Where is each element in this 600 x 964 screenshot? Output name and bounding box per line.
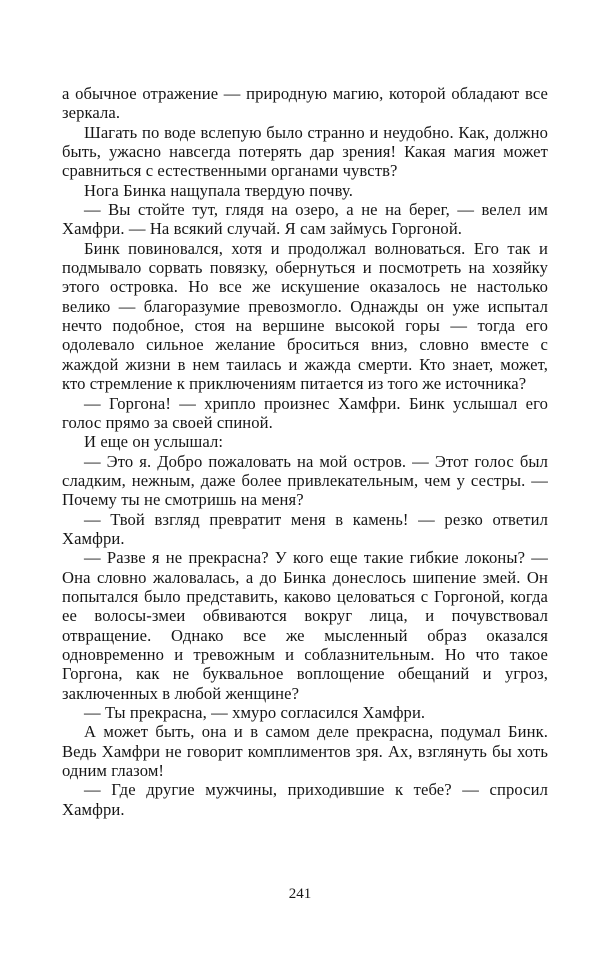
paragraph: — Вы стойте тут, глядя на озеро, а не на берег, — велел им Хамфри. — На всякий случай. Я сам займусь Горгоной. <box>62 200 548 239</box>
page-number: 241 <box>288 886 312 902</box>
paragraph: — Это я. Добро пожаловать на мой остров. — Этот голос был сладким, нежным, даже более привлекательным, чем у сестры. — Почему ты не смотришь на меня? <box>62 451 548 510</box>
paragraph: И еще он услышал: <box>84 432 224 452</box>
paragraph: — Ты прекрасна, — хмуро согласился Хамфри. <box>84 703 426 722</box>
paragraph: — Твой взгляд превратит меня в камень! — резко ответил Хамфри. <box>62 509 548 548</box>
paragraph: — Разве я не прекрасна? У кого еще такие гибкие локоны? — Она словно жаловалась, а до Бинка донеслось шипение змей. Он попытался было представить, каково целоваться с Горгоной, когда ее волосы-змеи обвиваются вокруг лица, и почувствовал отвращение. Однако все же мысленный образ оказался одновременно и тревожным и соблазнительным. Но что такое Горгона, как не буквальное воплощение обещаний и угроз, заключенных в любой женщине? <box>62 548 548 703</box>
paragraph: Шагать по воде вслепую было странно и неудобно. Как, должно быть, ужасно навсегда потерять дар зрения! Какая магия может сравниться с естественными органами чувств? <box>62 122 548 181</box>
paragraph: А может быть, она и в самом деле прекрасна, подумал Бинк. Ведь Хамфри не говорит комплиментов зря. Ах, взглянуть бы хоть одним глазом! <box>62 722 548 781</box>
paragraph: Бинк повиновался, хотя и продолжал волноваться. Его так и подмывало сорвать повязку, обернуться и посмотреть на хозяйку этого островка. Но все же искушение оказалось не настолько велико — благоразумие превозмогло. Однажды он уже испытал нечто подобное, стоя на вершине высокой горы — тогда его одолевало сильное желание броситься вниз, словно вместе с жаждой жизни в нем таилась и жажда смерти. Кто знает, может, кто стремление к приключениям питается из того же источника? <box>62 238 548 394</box>
paragraph: — Где другие мужчины, приходившие к тебе? — спросил Хамфри. <box>62 780 548 819</box>
paragraph: а обычное отражение — природную магию, которой обладают все зеркала. <box>62 84 548 123</box>
paragraph: Нога Бинка нащупала твердую почву. <box>84 180 353 200</box>
book-page-text <box>62 84 548 819</box>
paragraph: — Горгона! — хрипло произнес Хамфри. Бинк услышал его голос прямо за своей спиной. <box>62 393 548 432</box>
